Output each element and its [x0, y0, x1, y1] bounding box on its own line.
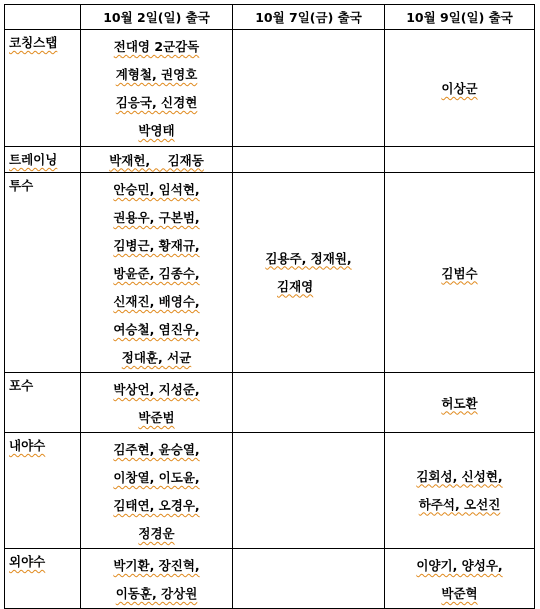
oct2-cell	[81, 147, 233, 173]
role-cell	[5, 147, 81, 173]
oct2-cell	[81, 173, 233, 373]
oct9-cell	[385, 147, 535, 173]
name-line: 전대영 2군감독	[113, 39, 200, 54]
role-label: 포수	[9, 378, 34, 393]
name-line: 김용주, 정재원,	[265, 250, 352, 266]
oct7-cell	[233, 147, 385, 173]
name-line: 정대훈, 서균	[121, 350, 192, 365]
name-line: 여승철, 염진우,	[113, 322, 200, 337]
name-line: 김응국, 신경현	[115, 95, 198, 110]
name-line: 이창열, 이도윤,	[113, 470, 200, 485]
departure-schedule-table	[4, 4, 535, 609]
oct7-cell	[233, 433, 385, 549]
role-label: 코칭스탭	[9, 35, 58, 50]
name-line: 김범수	[441, 265, 478, 281]
role-cell	[5, 173, 81, 373]
name-line: 박재헌, 김재동	[109, 152, 204, 168]
oct2-cell	[81, 433, 233, 549]
name-line: 박준혁	[441, 586, 478, 601]
oct9-cell	[385, 373, 535, 433]
oct9-cell	[385, 30, 535, 147]
name-line: 김병근, 황재규,	[113, 238, 200, 253]
oct2-cell	[81, 30, 233, 147]
name-line: 박영태	[138, 123, 175, 138]
name-line: 권용우, 구본범,	[113, 210, 200, 225]
name-line: 김주현, 윤승열,	[113, 442, 200, 457]
name-line: 정경운	[138, 526, 175, 541]
name-line: 계형철, 권영호	[115, 67, 198, 82]
oct7-cell	[233, 173, 385, 373]
oct9-cell	[385, 433, 535, 549]
row-training	[5, 147, 535, 173]
name-line: 김회성, 신성현,	[416, 468, 503, 484]
row-outfielders	[5, 549, 535, 609]
header-corner	[5, 5, 81, 30]
name-line: 신재진, 배영수,	[113, 294, 200, 309]
name-line: 하주석, 오선진	[418, 496, 501, 512]
role-label: 투수	[9, 178, 34, 193]
row-infielders	[5, 433, 535, 549]
name-line: 박상언, 지성준,	[113, 382, 200, 397]
role-cell	[5, 549, 81, 609]
name-line: 허도환	[441, 395, 478, 411]
name-line: 김태연, 오경우,	[113, 498, 200, 513]
name-line: 김재영	[277, 278, 314, 294]
name-line: 안승민, 임석현,	[113, 182, 200, 197]
row-catchers	[5, 373, 535, 433]
name-line: 이양기, 양성우,	[416, 558, 503, 573]
header-oct-9: 10월 9일(일) 출국	[385, 5, 535, 30]
row-coaching-staff	[5, 30, 535, 147]
name-line: 박준범	[138, 410, 175, 425]
header-oct-7: 10월 7일(금) 출국	[233, 5, 385, 30]
name-line: 이동훈, 강상원	[115, 586, 198, 601]
role-cell	[5, 30, 81, 147]
oct7-cell	[233, 30, 385, 147]
oct2-cell	[81, 549, 233, 609]
oct9-cell	[385, 173, 535, 373]
role-cell	[5, 373, 81, 433]
role-label: 내야수	[9, 438, 46, 453]
oct2-cell	[81, 373, 233, 433]
header-row	[5, 5, 535, 30]
name-line: 방윤준, 김종수,	[113, 266, 200, 281]
role-label: 외야수	[9, 554, 46, 569]
name-line: 박기환, 장진혁,	[113, 558, 200, 573]
oct7-cell	[233, 549, 385, 609]
header-oct-2: 10월 2일(일) 출국	[81, 5, 233, 30]
oct9-cell	[385, 549, 535, 609]
role-cell	[5, 433, 81, 549]
oct7-cell	[233, 373, 385, 433]
row-pitchers	[5, 173, 535, 373]
role-label: 트레이닝	[9, 152, 58, 167]
name-line: 이상군	[441, 81, 478, 96]
